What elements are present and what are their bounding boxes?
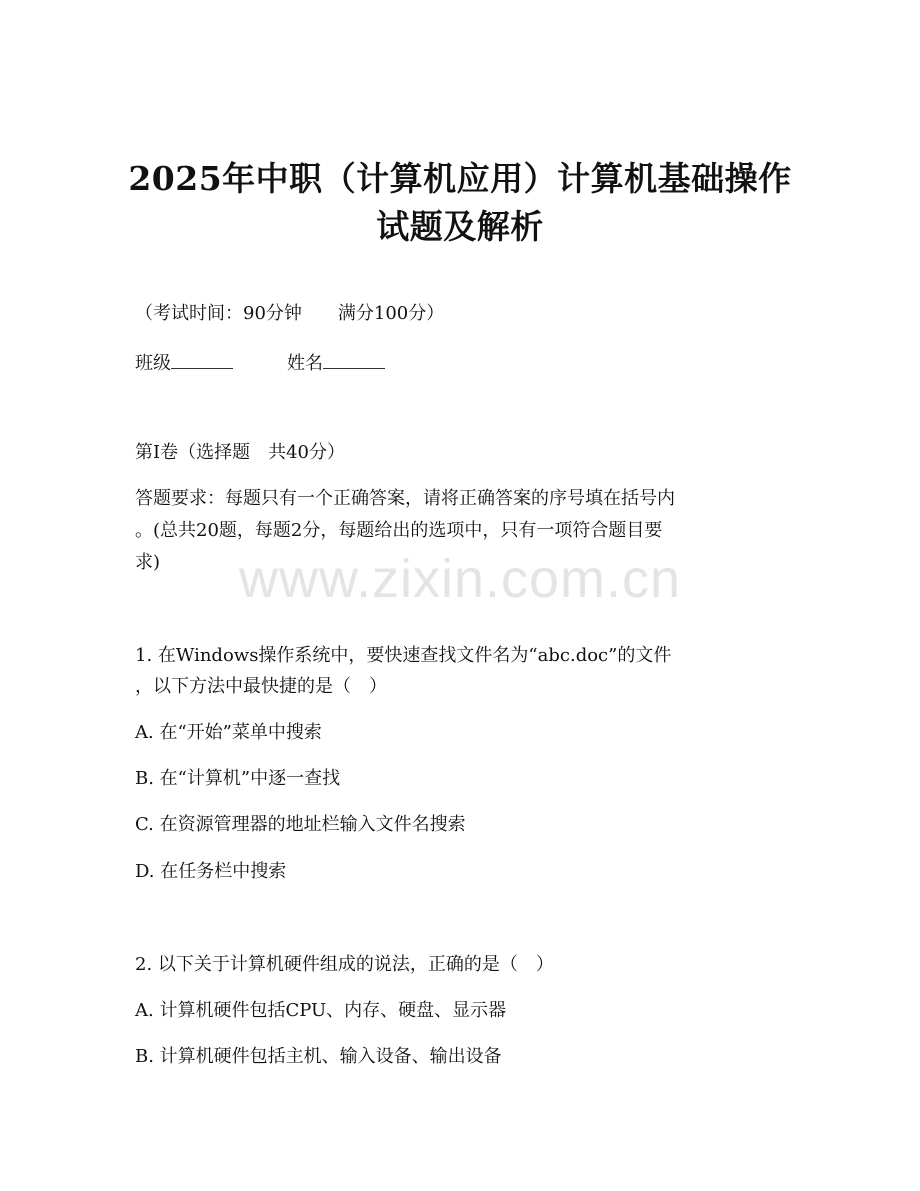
name-blank — [323, 350, 385, 369]
section-heading: 第I卷（选择题 共40分） — [135, 442, 346, 463]
instructions-line-2: 。(总共20题，每题2分，每题给出的选项中，只有一项符合题目要 — [135, 520, 663, 541]
question-2-option-a: A. 计算机硬件包括CPU、内存、硬盘、显示器 — [135, 1000, 507, 1021]
document-title-line-1: 2025年中职（计算机应用）计算机基础操作 — [128, 159, 792, 198]
student-fields — [135, 350, 385, 376]
class-label: 班级 — [135, 353, 171, 374]
question-1-option-c: C. 在资源管理器的地址栏输入文件名搜索 — [135, 814, 466, 835]
question-1-stem-line-2: ，以下方法中最快捷的是（ ） — [135, 676, 387, 697]
exam-info: （考试时间：90分钟 满分100分） — [135, 303, 445, 324]
watermark: www.zixin.com.cn — [238, 549, 682, 609]
question-1-option-d: D. 在任务栏中搜索 — [135, 861, 287, 882]
class-blank — [171, 350, 233, 369]
instructions-line-1: 答题要求：每题只有一个正确答案，请将正确答案的序号填在括号内 — [135, 488, 675, 509]
question-1-option-b: B. 在“计算机”中逐一查找 — [135, 768, 341, 789]
question-1-option-a: A. 在“开始”菜单中搜索 — [135, 722, 322, 743]
name-label: 姓名 — [287, 353, 323, 374]
question-2-stem: 2. 以下关于计算机硬件组成的说法，正确的是（ ） — [135, 954, 554, 975]
document-title-line-2: 试题及解析 — [376, 207, 544, 246]
instructions-line-3: 求) — [135, 552, 161, 573]
question-2-option-b: B. 计算机硬件包括主机、输入设备、输出设备 — [135, 1046, 502, 1067]
question-1-stem-line-1: 1. 在Windows操作系统中，要快速查找文件名为“abc.doc”的文件 — [135, 645, 672, 666]
